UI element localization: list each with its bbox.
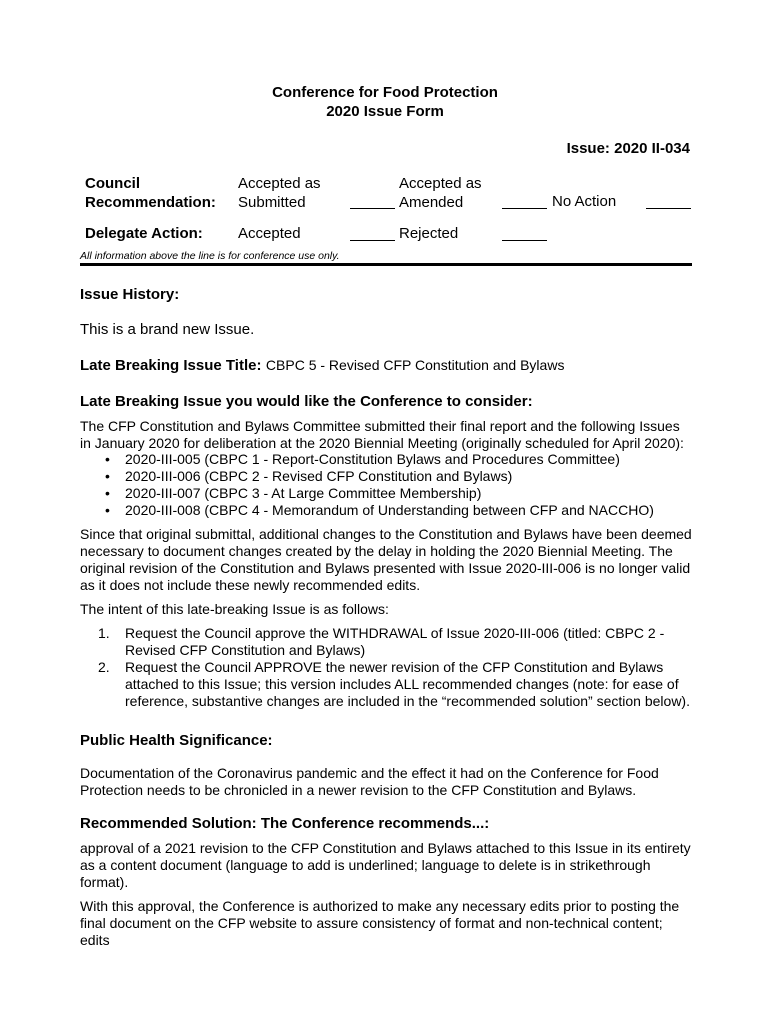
council-blank-amended xyxy=(502,208,547,209)
council-option-accepted-as-amended: Accepted as Amended xyxy=(399,175,482,211)
intent-numbered-list xyxy=(98,625,692,710)
solution-paragraph-1: approval of a 2021 revision to the CFP Constitution and Bylaws attached to this Issue in its entirety as a content document (language to add is underlined; language to delete is in strikethrough format). xyxy=(80,840,691,890)
delegate-action-label: Delegate Action: xyxy=(85,225,203,242)
late-breaking-title-value: CBPC 5 - Revised CFP Constitution and Bylaws xyxy=(265,357,565,373)
issue-number: Issue: 2020 II-034 xyxy=(566,140,690,157)
delegate-option-accepted: Accepted xyxy=(238,225,301,242)
list-item: • 2020-III-007 (CBPC 3 - At Large Committee Membership) xyxy=(98,485,654,502)
solution-heading: Recommended Solution: The Conference recommends...: xyxy=(80,815,490,832)
list-item: • 2020-III-005 (CBPC 1 - Report-Constitution Bylaws and Procedures Committee) xyxy=(98,451,654,468)
late-breaking-title-line xyxy=(80,357,564,375)
delegate-blank-accepted xyxy=(350,240,395,241)
consider-paragraph-1: The CFP Constitution and Bylaws Committee submitted their final report and the following Issues in January 2020 for deliberation at the 2020 Biennial Meeting (originally scheduled for April 2020): xyxy=(80,418,684,451)
list-item: 1. Request the Council approve the WITHDRAWAL of Issue 2020-III-006 (titled: CBPC 2 - Revised CFP Constitution and Bylaws) xyxy=(98,625,665,658)
list-item: • 2020-III-008 (CBPC 4 - Memorandum of Understanding between CFP and NACCHO) xyxy=(98,502,654,519)
consider-heading: Late Breaking Issue you would like the Conference to consider: xyxy=(80,393,533,410)
delegate-option-rejected: Rejected xyxy=(399,225,459,242)
conference-use-note: All information above the line is for conference use only. xyxy=(80,250,340,262)
list-item: 2. Request the Council APPROVE the newer revision of the CFP Constitution and Bylaws attached to this Issue; this version includes ALL recommended changes (note: for ease of reference, substantive changes are included in the “recommended solution” section below). xyxy=(98,659,690,709)
document-title: Conference for Food Protection xyxy=(272,84,498,101)
issue-bullet-list xyxy=(98,451,654,519)
council-blank-submitted xyxy=(350,208,395,209)
issue-history-heading: Issue History: xyxy=(80,286,180,303)
council-option-no-action: No Action xyxy=(552,193,617,210)
solution-paragraph-2: With this approval, the Conference is authorized to make any necessary edits prior to posting the final document on the CFP website to assure consistency of format and non-technical content; edits xyxy=(80,898,680,948)
significance-text: Documentation of the Coronavirus pandemic and the effect it had on the Conference for Food Protection needs to be chronicled in a newer revision to the CFP Constitution and Bylaws. xyxy=(80,765,659,798)
delegate-blank-rejected xyxy=(502,240,547,241)
late-breaking-title-label: Late Breaking Issue Title: xyxy=(80,357,262,374)
list-item: • 2020-III-006 (CBPC 2 - Revised CFP Constitution and Bylaws) xyxy=(98,468,654,485)
separator-rule xyxy=(80,263,692,266)
council-blank-no-action xyxy=(646,208,691,209)
council-recommendation-label: Council Recommendation: xyxy=(85,175,216,211)
document-subtitle: 2020 Issue Form xyxy=(326,103,444,120)
issue-history-text: This is a brand new Issue. xyxy=(80,321,255,338)
council-option-accepted-as-submitted: Accepted as Submitted xyxy=(238,175,321,211)
consider-paragraph-2: Since that original submittal, additional changes to the Constitution and Bylaws have been deemed necessary to document changes created by the delay in holding the 2020 Biennial Meeting. The original revision of the Constitution and Bylaws presented with Issue 2020-III-006 is no longer valid as it does not include these newly recommended edits. xyxy=(80,526,692,593)
consider-paragraph-3: The intent of this late-breaking Issue is as follows: xyxy=(80,601,389,617)
significance-heading: Public Health Significance: xyxy=(80,732,273,749)
